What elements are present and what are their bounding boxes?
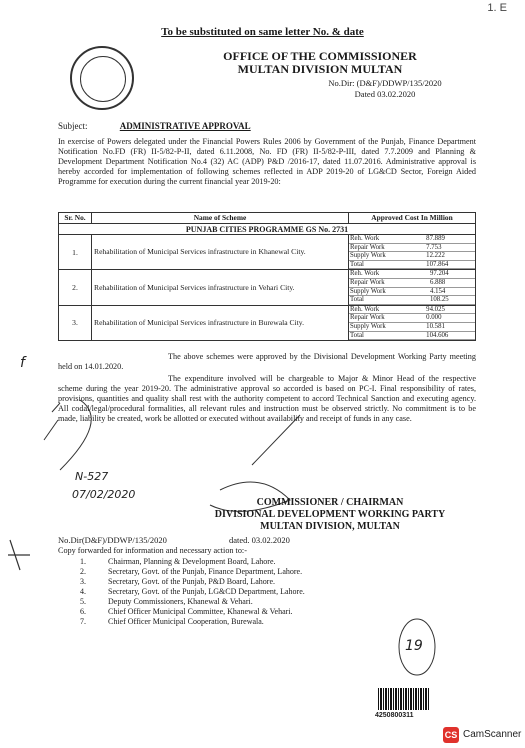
- camscanner-logo-icon: CS: [443, 727, 459, 743]
- handwritten-date: 07/02/2020: [72, 488, 136, 501]
- recipient-text: Chief Officer Municipal Cooperation, Burewala.: [108, 617, 264, 626]
- cost-value: 7.753: [420, 243, 475, 252]
- cost-value: 87.889: [420, 235, 475, 243]
- endorsement-number: [58, 535, 290, 545]
- scheme-name: Rehabilitation of Municipal Services infrastructure in Khanewal City.: [92, 235, 349, 270]
- circled-number: 19: [405, 638, 423, 654]
- scheme-name: Rehabilitation of Municipal Services infrastructure in Burewala City.: [92, 305, 349, 340]
- cost-label: Reh. Work: [349, 235, 420, 243]
- recipient-item: [80, 607, 305, 617]
- cost-value: 6.888: [424, 278, 475, 287]
- cost-label: Supply Work: [349, 287, 424, 296]
- cost-label: Repair Work: [349, 278, 424, 287]
- signatory-title: COMMISSIONER / CHAIRMAN: [256, 497, 404, 508]
- recipient-text: Secretary, Govt. of the Punjab, P&D Board, Lahore.: [108, 577, 275, 586]
- camscanner-label: CamScanner: [463, 729, 522, 740]
- recipient-item: [80, 557, 305, 567]
- letter-date: Dated 03.02.2020: [354, 89, 416, 99]
- margin-mark: f: [20, 355, 25, 371]
- cost-value: 107.864: [420, 260, 475, 269]
- recipient-number: 1.: [80, 557, 86, 566]
- cost-value: 12.222: [420, 252, 475, 261]
- recipient-item: [80, 587, 305, 597]
- header-name: Name of Scheme: [92, 213, 349, 224]
- recipient-number: 6.: [80, 607, 86, 616]
- dir-number: No.Dir: (D&F)/DDWP/135/2020: [328, 78, 442, 88]
- cost-label: Total: [349, 331, 420, 340]
- recipient-item: [80, 567, 305, 577]
- cost-value: 4.154: [424, 287, 475, 296]
- endorsement-no: No.Dir(D&F)/DDWP/135/2020: [58, 535, 167, 545]
- recipient-text: Chairman, Planning & Development Board, Lahore.: [108, 557, 276, 566]
- cost-label: Total: [349, 296, 424, 305]
- recipient-number: 5.: [80, 597, 86, 606]
- cost-label: Supply Work: [349, 322, 420, 331]
- approval-paragraph: The above schemes were approved by the Divisional Development Working Party meeting held on 14.01.2020.: [58, 352, 476, 371]
- scheme-sr: 3.: [59, 305, 92, 340]
- recipient-item: [80, 617, 305, 627]
- intro-paragraph: In exercise of Powers delegated under the Financial Powers Rules 2006 by Government of the Punjab, Finance Department Notification No.FD (FR) II-5/82-P-II, dated 6.11.2008, No. FD (FR) II-5/82-P-III, dated 7.7.2009 and Planning & Development Department Notification No.4 (32) AC (ADP) P&D /2016-17, dated 11.07.2016. Administrative approval is hereby accorded for implementation of following schemes reflected in ADP 2019-20 of LG&CD Sector, Foreign Aided Programme for execution during the current financial year 2019-20:: [58, 137, 476, 186]
- cost-value: 108.25: [424, 296, 475, 305]
- cost-value: 97.204: [424, 270, 475, 278]
- expenditure-paragraph: The expenditure involved will be chargeable to Major & Minor Head of the respective scheme during the year 2019-20. The administrative approval so accorded is based on PC-I. Final responsibility of rates, provisions, quantities and quality shall rest with the authority competent to accord Technical Sanction and executing agency. All codal/legal/procedural formalities, all relevant rules and instruction must be observed strictly. No commitment is to be made, liability be created, work be allotted or executed without availability and receipt of funds in any case.: [58, 374, 476, 423]
- committee-name: DIVISIONAL DEVELOPMENT WORKING PARTY: [214, 509, 446, 520]
- office-title: OFFICE OF THE COMMISSIONER: [223, 49, 417, 63]
- cost-value: 0.000: [420, 314, 475, 323]
- cost-value: 104.606: [420, 331, 475, 340]
- cost-value: 94.025: [420, 306, 475, 314]
- cost-label: Repair Work: [349, 243, 420, 252]
- header-sr: Sr. No.: [59, 213, 92, 224]
- recipient-text: Secretary, Govt. of the Punjab, LG&CD Department, Lahore.: [108, 587, 305, 596]
- cost-label: Total: [349, 260, 420, 269]
- scheme-sr: 2.: [59, 270, 92, 305]
- corner-mark: 1. E: [487, 2, 507, 14]
- cost-label: Reh. Work: [349, 306, 420, 314]
- scheme-sr: 1.: [59, 235, 92, 270]
- scheme-name: Rehabilitation of Municipal Services infrastructure in Vehari City.: [92, 270, 349, 305]
- cost-value: 10.581: [420, 322, 475, 331]
- subject-label: Subject:: [58, 121, 88, 131]
- subject-title: ADMINISTRATIVE APPROVAL: [119, 121, 251, 131]
- recipient-number: 4.: [80, 587, 86, 596]
- copy-forwarded: Copy forwarded for information and necessary action to:-: [58, 546, 247, 555]
- recipient-text: Chief Officer Municipal Committee, Khanewal & Vehari.: [108, 607, 293, 616]
- cost-label: Supply Work: [349, 252, 420, 261]
- recipient-item: [80, 597, 305, 607]
- cost-label: Reh. Work: [349, 270, 424, 278]
- recipient-text: Secretary, Govt. of the Punjab, Finance Department, Lahore.: [108, 567, 303, 576]
- barcode: [378, 688, 430, 710]
- recipients-list: [80, 557, 305, 627]
- signature-block: [160, 497, 500, 533]
- handwritten-ref: N-527: [75, 470, 109, 483]
- recipient-number: 3.: [80, 577, 86, 586]
- division-name: MULTAN DIVISION, MULTAN: [260, 521, 400, 532]
- recipient-number: 7.: [80, 617, 86, 626]
- recipient-text: Deputy Commissioners, Khanewal & Vehari.: [108, 597, 253, 606]
- programme-row: PUNJAB CITIES PROGRAMME GS No. 2731: [59, 224, 476, 235]
- recipient-item: [80, 577, 305, 587]
- recipient-number: 2.: [80, 567, 86, 576]
- header-cost: Approved Cost In Million: [349, 213, 476, 224]
- cost-label: Repair Work: [349, 314, 420, 323]
- barcode-number: 4250800311: [375, 712, 414, 719]
- substitution-heading: To be substituted on same letter No. & date: [161, 26, 364, 38]
- office-subtitle: MULTAN DIVISION MULTAN: [237, 62, 403, 76]
- endorsement-date: dated. 03.02.2020: [228, 535, 290, 545]
